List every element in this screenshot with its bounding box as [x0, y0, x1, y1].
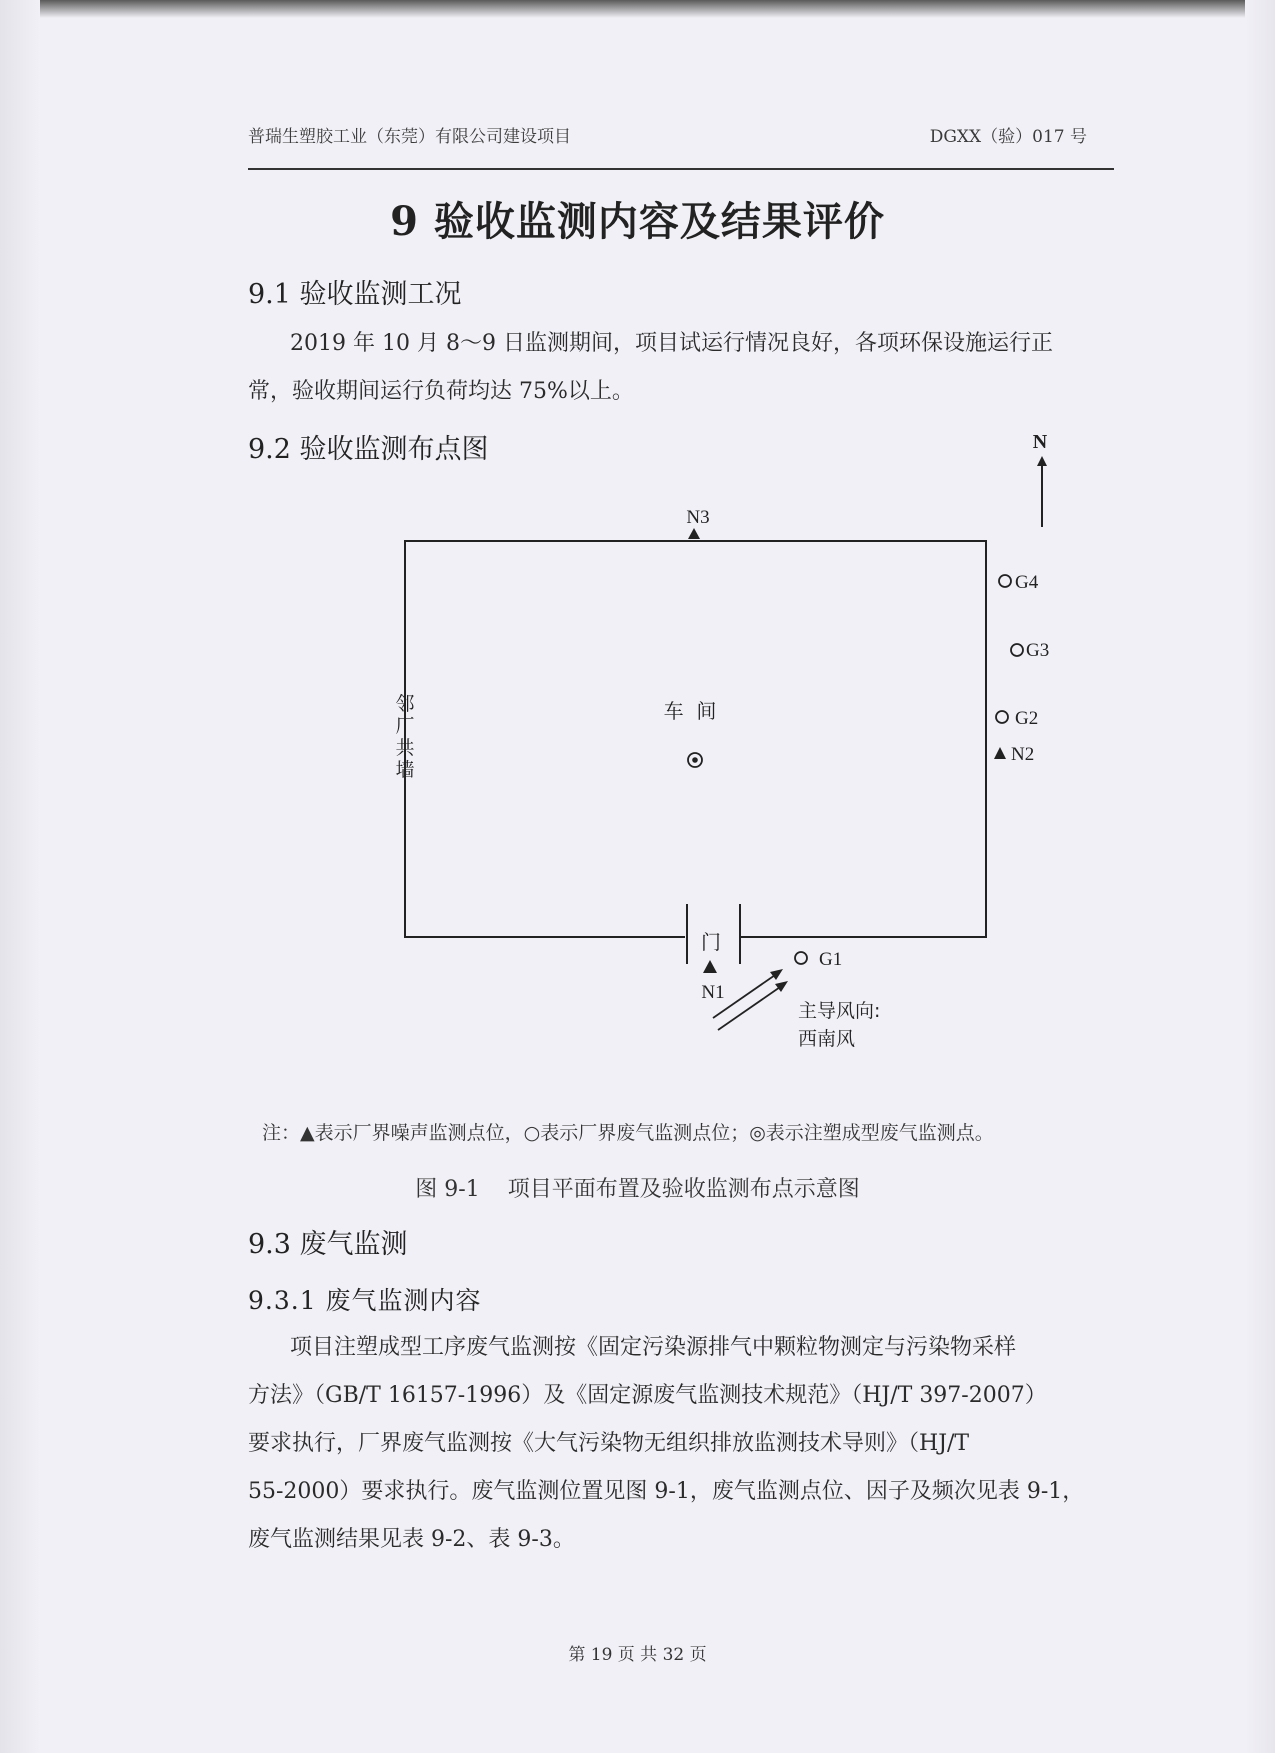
- noise-point-n1-icon: [703, 960, 717, 973]
- gas-point-g3-icon: [1011, 644, 1023, 656]
- north-arrow-head-icon: [1037, 456, 1047, 466]
- section-9-3-1-paragraph: [248, 1324, 1114, 1564]
- section-9-2-title: 9.2 验收监测布点图: [248, 434, 489, 465]
- gas-point-g1-icon: [795, 952, 807, 964]
- paragraph-line: 方法》（GB/T 16157-1996）及《固定源废气监测技术规范》（HJ/T 397-2007）: [248, 1383, 1047, 1408]
- gas-point-g2-label: G2: [1015, 708, 1039, 729]
- paragraph-line: 55-2000）要求执行。废气监测位置见图 9-1，废气监测点位、因子及频次见表 9-1，: [248, 1479, 1085, 1504]
- noise-point-n2-label: N2: [1011, 744, 1035, 765]
- exhaust-point-center: [692, 757, 698, 763]
- noise-point-n3-label: N3: [686, 507, 710, 528]
- section-9-3-1-title: 9.3.1 废气监测内容: [248, 1286, 482, 1315]
- noise-point-n3-icon: [688, 528, 700, 539]
- section-9-1-title: 9.1 验收监测工况: [248, 279, 462, 310]
- section-9-3-title: 9.3 废气监测: [248, 1229, 408, 1260]
- workshop-outline: [405, 541, 986, 937]
- wind-arrow-head-icon: [770, 969, 783, 980]
- gas-point-g4-label: G4: [1015, 572, 1039, 593]
- gate-label: 门: [701, 930, 721, 954]
- wind-arrow-head-icon: [775, 981, 788, 992]
- shared-wall-char: 共: [395, 737, 415, 759]
- shared-wall-char: 厂: [395, 715, 415, 737]
- header-project: 普瑞生塑胶工业（东莞）有限公司建设项目: [248, 127, 571, 147]
- paragraph-line: 2019 年 10 月 8～9 日监测期间，项目试运行情况良好，各项环保设施运行正: [290, 331, 1053, 356]
- gas-point-g2-icon: [996, 711, 1008, 723]
- gas-point-g1-label: G1: [819, 949, 843, 970]
- paragraph-line: 废气监测结果见表 9-2、表 9-3。: [248, 1527, 575, 1552]
- wind-direction-value: 西南风: [798, 1028, 856, 1050]
- header-report-number: DGXX（验）017 号: [929, 127, 1087, 147]
- figure-caption: 图 9-1 项目平面布置及验收监测布点示意图: [415, 1177, 860, 1202]
- noise-point-n1-label: N1: [701, 982, 725, 1003]
- shared-wall-char: 邻: [395, 693, 415, 715]
- diagram-legend-note: 注：▲表示厂界噪声监测点位，○表示厂界废气监测点位；◎表示注塑成型废气监测点。: [262, 1122, 994, 1144]
- page-footer: 第 19 页 共 32 页: [568, 1645, 707, 1665]
- chapter-title: 9 验收监测内容及结果评价: [390, 198, 885, 245]
- noise-point-n2-icon: [994, 747, 1006, 759]
- north-label: N: [1032, 431, 1048, 453]
- wind-direction-label: 主导风向:: [798, 1000, 881, 1022]
- workshop-label: 车 间: [663, 699, 717, 723]
- paragraph-line: 要求执行，厂界废气监测按《大气污染物无组织排放监测技术导则》（HJ/T: [248, 1431, 970, 1456]
- shared-wall-char: 墙: [395, 759, 415, 781]
- gas-point-g3-label: G3: [1026, 640, 1050, 661]
- gas-point-g4-icon: [999, 575, 1011, 587]
- paragraph-line: 常，验收期间运行负荷均达 75%以上。: [248, 379, 634, 404]
- paragraph-line: 项目注塑成型工序废气监测按《固定污染源排气中颗粒物测定与污染物采样: [290, 1335, 1017, 1360]
